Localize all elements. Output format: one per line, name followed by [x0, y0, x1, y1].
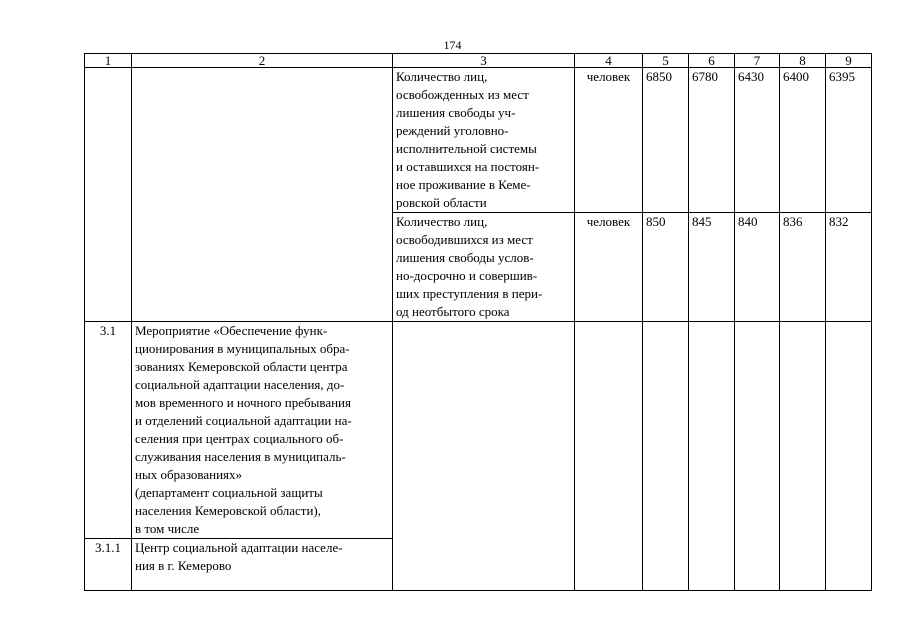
indicator-name-line: Количество лиц, [396, 69, 488, 84]
empty-value-cell [826, 322, 872, 591]
indicator-name-line: ное проживание в Кеме- [396, 177, 531, 192]
column-number: 1 [85, 54, 132, 68]
indicator-name-line: и оставшихся на постоян- [396, 159, 540, 174]
empty-value-cell [643, 322, 689, 591]
page-number: 174 [443, 38, 462, 52]
empty-value-cell [735, 322, 780, 591]
activity-text-line: служивания населения в муниципаль- [135, 449, 346, 464]
indicator-row [85, 68, 872, 213]
indicator-name-line: од неотбытого срока [396, 304, 510, 319]
empty-activity-cell [132, 68, 393, 322]
column-number: 2 [132, 54, 393, 68]
column-number: 4 [575, 54, 643, 68]
empty-number-cell [85, 68, 132, 322]
column-number: 5 [643, 54, 689, 68]
activity-number: 3.1 [85, 322, 132, 539]
value-cell: 6850 [643, 68, 689, 213]
value-cell: 850 [643, 213, 689, 322]
activity-row [85, 322, 872, 539]
indicator-name-line: лишения свободы услов- [396, 250, 534, 265]
activity-text-line: мов временного и ночного пребывания [135, 395, 351, 410]
column-number-row [85, 54, 872, 68]
value-cell: 840 [735, 213, 780, 322]
activity-text-line: Центр социальной адаптации населе- [135, 540, 343, 555]
value-cell: 836 [780, 213, 826, 322]
column-number: 6 [689, 54, 735, 68]
indicator-name [393, 68, 575, 213]
activity-text-line: ных образованиях» [135, 467, 243, 482]
activity-text-line: зованиях Кемеровской области центра [135, 359, 348, 374]
column-number: 7 [735, 54, 780, 68]
activity-text-line: и отделений социальной адаптации на- [135, 413, 352, 428]
empty-unit-cell [575, 322, 643, 591]
activity-text-line: селения при центрах социального об- [135, 431, 344, 446]
empty-indicator-cell [393, 322, 575, 591]
activity-description [132, 539, 393, 591]
indicator-name-line: освободившихся из мест [396, 232, 533, 247]
empty-value-cell [780, 322, 826, 591]
indicator-name-line: но-досрочно и совершив- [396, 268, 538, 283]
indicator-name-line: исполнительной системы [396, 141, 537, 156]
activity-text-line: социальной адаптации населения, до- [135, 377, 345, 392]
activity-description [132, 322, 393, 539]
column-number: 3 [393, 54, 575, 68]
value-cell: 6780 [689, 68, 735, 213]
activity-text-line: (департамент социальной защиты [135, 485, 323, 500]
indicator-name-line: лишения свободы уч- [396, 105, 516, 120]
value-cell: 832 [826, 213, 872, 322]
indicator-name-line: освобожденных из мест [396, 87, 529, 102]
activity-text-line: Мероприятие «Обеспечение функ- [135, 323, 328, 338]
activity-text-line: ционирования в муниципальных обра- [135, 341, 350, 356]
value-cell: 6395 [826, 68, 872, 213]
program-table [84, 53, 872, 591]
column-number: 9 [826, 54, 872, 68]
value-cell: 6400 [780, 68, 826, 213]
indicator-name [393, 213, 575, 322]
column-number: 8 [780, 54, 826, 68]
unit-cell: человек [575, 213, 643, 322]
indicator-name-line: реждений уголовно- [396, 123, 509, 138]
indicator-name-line: ровской области [396, 195, 487, 210]
activity-number: 3.1.1 [85, 539, 132, 591]
unit-cell: человек [575, 68, 643, 213]
value-cell: 845 [689, 213, 735, 322]
value-cell: 6430 [735, 68, 780, 213]
activity-text-line: в том числе [135, 521, 200, 536]
indicator-name-line: ших преступления в пери- [396, 286, 543, 301]
activity-text-line: ния в г. Кемерово [135, 558, 232, 573]
activity-text-line: населения Кемеровской области), [135, 503, 321, 518]
empty-value-cell [689, 322, 735, 591]
indicator-name-line: Количество лиц, [396, 214, 488, 229]
